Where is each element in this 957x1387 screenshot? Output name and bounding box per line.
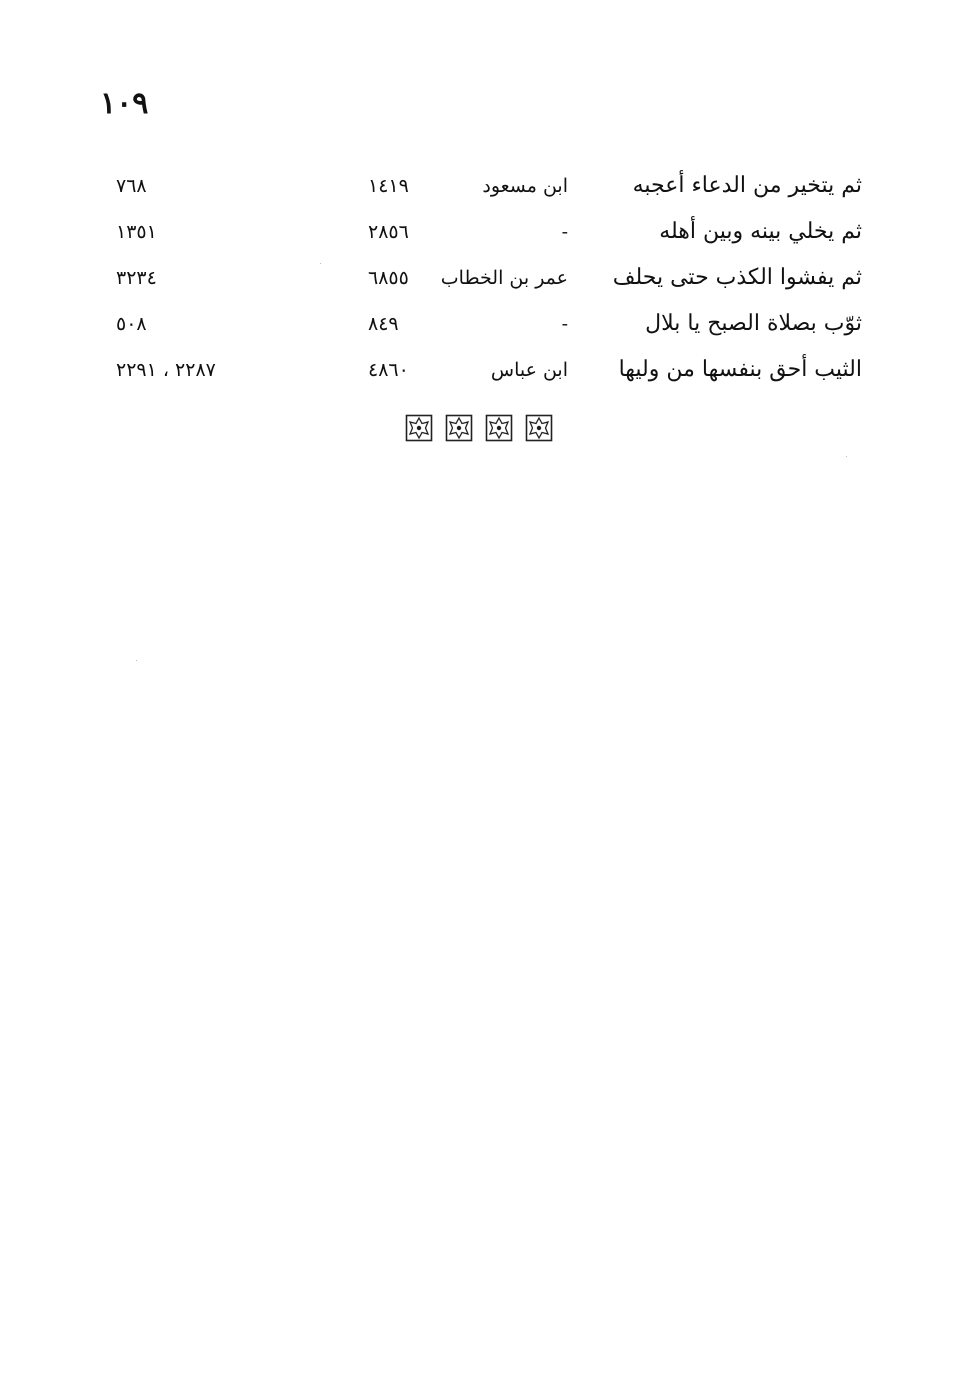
page-references: ٧٦٨ <box>116 175 147 197</box>
narrator: عمر بن الخطاب <box>440 267 568 289</box>
hadith-text: ثم يتخير من الدعاء أعجبه <box>632 173 862 198</box>
narrator: ابن عباس <box>490 359 568 381</box>
hadith-number: ١٤١٩ <box>368 175 409 197</box>
index-row <box>100 258 870 304</box>
narrator: - <box>561 221 568 243</box>
hadith-text: الثيب أحق بنفسها من وليها <box>618 357 862 382</box>
page-references: ٣٢٣٤ <box>116 267 157 289</box>
octagram-tile-icon <box>445 414 473 442</box>
scan-speck <box>136 660 137 661</box>
index-row <box>100 304 870 350</box>
hadith-text: ثم يفشوا الكذب حتى يحلف <box>612 265 862 290</box>
index-row <box>100 212 870 258</box>
hadith-number: ٨٤٩ <box>368 313 399 335</box>
scan-speck <box>846 456 847 457</box>
page-references: ٢٢٨٧ ، ٢٢٩١ <box>116 359 216 381</box>
page-references: ٥٠٨ <box>116 313 147 335</box>
narrator: ابن مسعود <box>482 175 568 197</box>
octagram-tile-icon <box>405 414 433 442</box>
octagram-tile-icon <box>485 414 513 442</box>
hadith-text: ثم يخلي بينه وبين أهله <box>659 219 862 244</box>
section-end-ornament <box>405 412 553 444</box>
index-row <box>100 350 870 396</box>
hadith-number: ٢٨٥٦ <box>368 221 409 243</box>
hadith-number: ٦٨٥٥ <box>368 267 409 289</box>
octagram-tile-icon <box>525 414 553 442</box>
page-number: ١٠٩ <box>100 86 149 121</box>
scan-speck <box>320 263 321 264</box>
hadith-text: ثوّب بصلاة الصبح يا بلال <box>645 311 862 336</box>
hadith-number: ٤٨٦٠ <box>368 359 409 381</box>
index-table <box>100 166 870 396</box>
narrator: - <box>561 313 568 335</box>
page-references: ١٣٥١ <box>116 221 157 243</box>
index-row <box>100 166 870 212</box>
